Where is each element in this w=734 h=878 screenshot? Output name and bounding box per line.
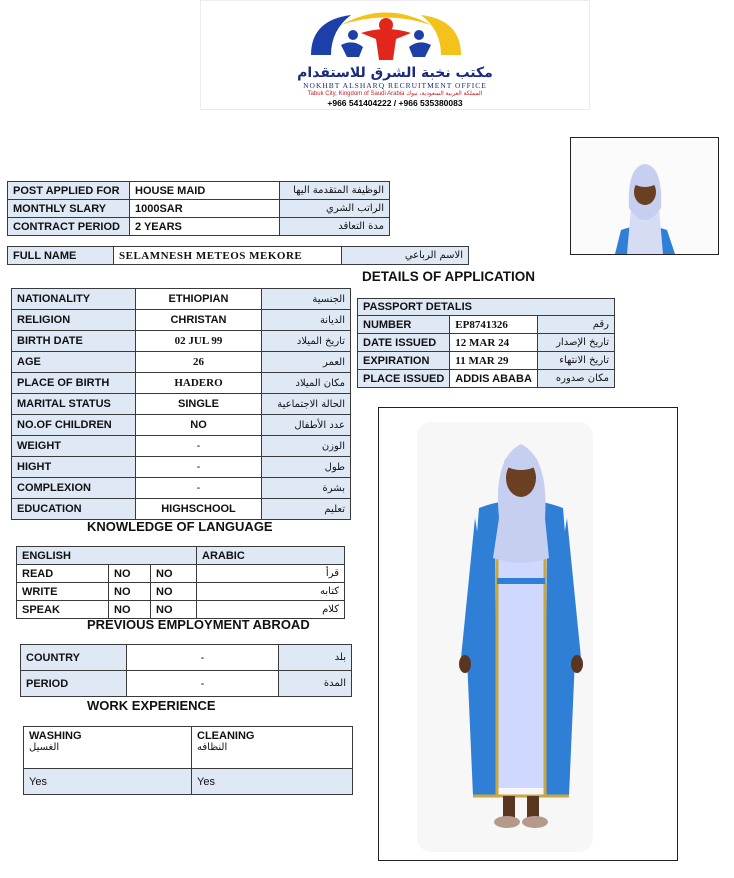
religion-value: CHRISTAN bbox=[136, 310, 262, 331]
read-arabic-value: NO bbox=[151, 565, 197, 583]
cleaning-value: Yes bbox=[192, 769, 353, 795]
post-label: POST APPLIED FOR bbox=[8, 182, 130, 200]
date-issued-value: 12 MAR 24 bbox=[450, 334, 538, 352]
read-arabic-label: قرأ bbox=[197, 565, 345, 583]
logo-location: Tabuk City, Kingdom of Saudi Arabia المملكة العربية السعودية، تبوك bbox=[307, 91, 483, 97]
weight-arabic: الوزن bbox=[262, 436, 351, 457]
nationality-arabic: الجنسية bbox=[262, 289, 351, 310]
expiration-arabic: تاريخ الانتهاء bbox=[537, 352, 614, 370]
write-arabic-value: NO bbox=[151, 583, 197, 601]
washing-value: Yes bbox=[24, 769, 192, 795]
birth-date-arabic: تاريخ الميلاد bbox=[262, 331, 351, 352]
date-issued-arabic: تاريخ الإصدار bbox=[537, 334, 614, 352]
height-label: HIGHT bbox=[12, 457, 136, 478]
salary-label: MONTHLY SLARY bbox=[8, 200, 130, 218]
complexion-arabic: بشرة bbox=[262, 478, 351, 499]
birth-date-value: 02 JUL 99 bbox=[136, 331, 262, 352]
cleaning-cell bbox=[192, 727, 353, 769]
full-name-arabic: الاسم الرباعي bbox=[342, 247, 469, 265]
full-name-value: SELAMNESH METEOS MEKORE bbox=[114, 247, 342, 265]
speak-arabic-value: NO bbox=[151, 601, 197, 619]
complexion-value: - bbox=[136, 478, 262, 499]
washing-label: WASHING bbox=[29, 730, 82, 742]
contract-arabic: مدة التعاقد bbox=[280, 218, 390, 236]
language-english-header: ENGLISH bbox=[17, 547, 197, 565]
language-heading: KNOWLEDGE OF LANGUAGE bbox=[87, 519, 273, 534]
education-value: HIGHSCHOOL bbox=[136, 499, 262, 520]
logo-phones: +966 541404222 / +966 535380083 bbox=[327, 98, 463, 108]
read-label: READ bbox=[17, 565, 109, 583]
personal-table bbox=[11, 288, 351, 520]
marital-status-label: MARITAL STATUS bbox=[12, 394, 136, 415]
complexion-label: COMPLEXION bbox=[12, 478, 136, 499]
cleaning-label: CLEANING bbox=[197, 730, 255, 742]
passport-table bbox=[357, 298, 615, 388]
date-issued-label: DATE ISSUED bbox=[358, 334, 450, 352]
logo-english-name: NOKHBT ALSHARQ RECRUITMENT OFFICE bbox=[303, 81, 487, 90]
passport-number-label: NUMBER bbox=[358, 316, 450, 334]
washing-cell bbox=[24, 727, 192, 769]
age-arabic: العمر bbox=[262, 352, 351, 373]
cleaning-arabic: النظافه bbox=[197, 742, 228, 753]
country-arabic: بلد bbox=[279, 645, 352, 671]
weight-label: WEIGHT bbox=[12, 436, 136, 457]
header-logo bbox=[200, 0, 590, 110]
post-arabic: الوظيفة المتقدمة اليها bbox=[280, 182, 390, 200]
period-value: - bbox=[127, 671, 279, 697]
period-label: PERIOD bbox=[21, 671, 127, 697]
passport-number-value: EP8741326 bbox=[450, 316, 538, 334]
education-arabic: تعليم bbox=[262, 499, 351, 520]
full-name-label: FULL NAME bbox=[8, 247, 114, 265]
salary-value: 1000SAR bbox=[130, 200, 280, 218]
language-table bbox=[16, 546, 345, 619]
place-of-birth-label: PLACE OF BIRTH bbox=[12, 373, 136, 394]
employment-heading: PREVIOUS EMPLOYMENT ABROAD bbox=[87, 617, 310, 632]
place-issued-arabic: مكان صدوره bbox=[537, 370, 614, 388]
religion-arabic: الديانة bbox=[262, 310, 351, 331]
education-label: EDUCATION bbox=[12, 499, 136, 520]
passport-title: PASSPORT DETALIS bbox=[358, 299, 615, 316]
speak-arabic-label: كلام bbox=[197, 601, 345, 619]
children-arabic: عدد الأطفال bbox=[262, 415, 351, 436]
religion-label: RELIGION bbox=[12, 310, 136, 331]
write-english-value: NO bbox=[109, 583, 151, 601]
contract-value: 2 YEARS bbox=[130, 218, 280, 236]
place-of-birth-value: HADERO bbox=[136, 373, 262, 394]
period-arabic: المدة bbox=[279, 671, 352, 697]
country-label: COUNTRY bbox=[21, 645, 127, 671]
post-value: HOUSE MAID bbox=[130, 182, 280, 200]
write-arabic-label: كتابه bbox=[197, 583, 345, 601]
speak-english-value: NO bbox=[109, 601, 151, 619]
expiration-value: 11 MAR 29 bbox=[450, 352, 538, 370]
contract-label: CONTRACT PERIOD bbox=[8, 218, 130, 236]
washing-arabic: الغسيل bbox=[29, 742, 60, 753]
read-english-value: NO bbox=[109, 565, 151, 583]
logo-mark-icon bbox=[301, 5, 471, 65]
place-issued-value: ADDIS ABABA bbox=[450, 370, 538, 388]
place-issued-label: PLACE ISSUED bbox=[358, 370, 450, 388]
children-label: NO.OF CHILDREN bbox=[12, 415, 136, 436]
children-value: NO bbox=[136, 415, 262, 436]
height-arabic: طول bbox=[262, 457, 351, 478]
marital-status-arabic: الحالة الاجتماعية bbox=[262, 394, 351, 415]
experience-heading: WORK EXPERIENCE bbox=[87, 698, 216, 713]
job-table bbox=[7, 181, 390, 236]
details-heading: DETAILS OF APPLICATION bbox=[362, 269, 535, 284]
marital-status-value: SINGLE bbox=[136, 394, 262, 415]
nationality-value: ETHIOPIAN bbox=[136, 289, 262, 310]
language-arabic-header: ARABIC bbox=[197, 547, 345, 565]
passport-number-arabic: رقم bbox=[537, 316, 614, 334]
logo-arabic-name: مكتب نخبة الشرق للاستقدام bbox=[297, 65, 493, 81]
age-label: AGE bbox=[12, 352, 136, 373]
birth-date-label: BIRTH DATE bbox=[12, 331, 136, 352]
weight-value: - bbox=[136, 436, 262, 457]
age-value: 26 bbox=[136, 352, 262, 373]
nationality-label: NATIONALITY bbox=[12, 289, 136, 310]
full-name-table bbox=[7, 246, 469, 265]
portrait-photo bbox=[570, 137, 719, 255]
experience-table bbox=[23, 726, 353, 795]
country-value: - bbox=[127, 645, 279, 671]
speak-label: SPEAK bbox=[17, 601, 109, 619]
write-label: WRITE bbox=[17, 583, 109, 601]
height-value: - bbox=[136, 457, 262, 478]
place-of-birth-arabic: مكان الميلاد bbox=[262, 373, 351, 394]
salary-arabic: الراتب الشري bbox=[280, 200, 390, 218]
employment-table bbox=[20, 644, 352, 697]
expiration-label: EXPIRATION bbox=[358, 352, 450, 370]
full-body-photo bbox=[378, 407, 678, 861]
